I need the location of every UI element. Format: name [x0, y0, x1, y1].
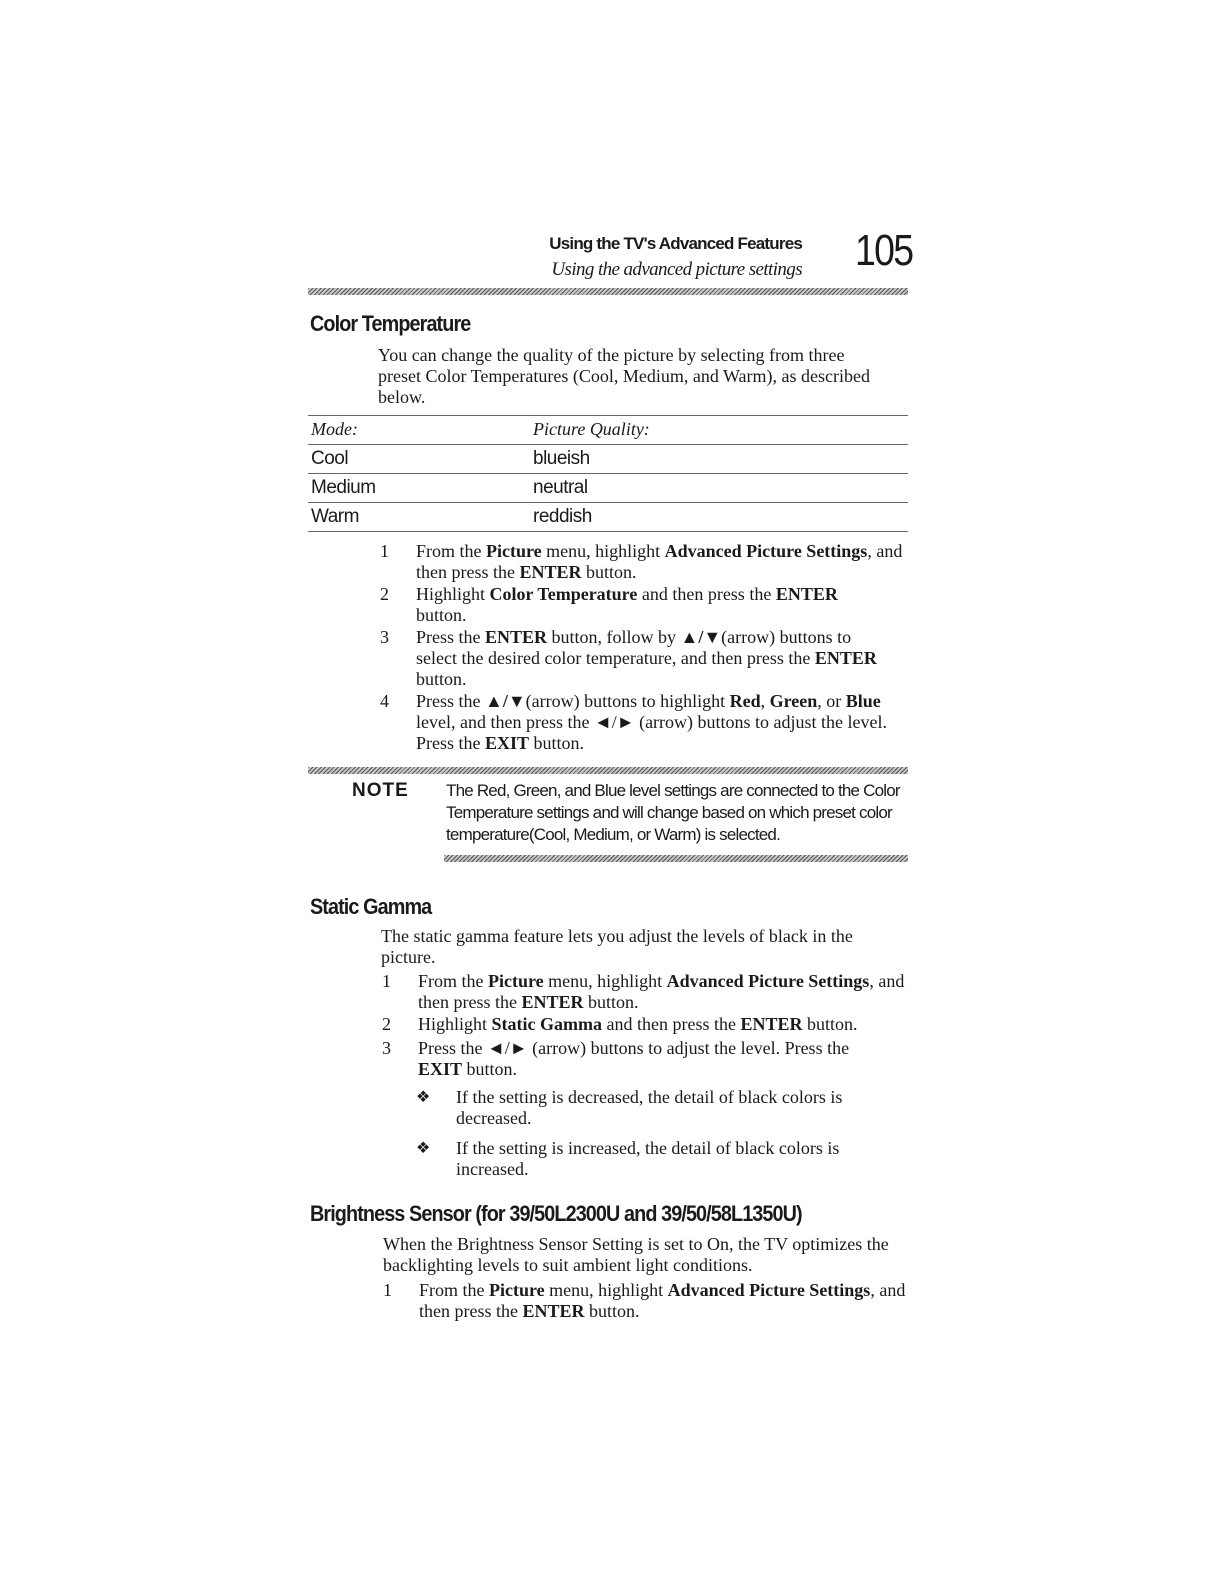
quality-cell: blueish [533, 448, 590, 469]
brightness-sensor-heading: Brightness Sensor (for 39/50L2300U and 39/50/58L1350U) [310, 1201, 802, 1226]
mode-cell: Cool [311, 448, 349, 469]
step-number: 1 [383, 1280, 392, 1300]
table-row [308, 474, 908, 503]
step-number: 3 [380, 627, 389, 647]
color-temperature-heading: Color Temperature [310, 311, 471, 336]
quality-cell: reddish [533, 506, 592, 527]
color-temperature-intro: You can change the quality of the picture by selecting from three preset Color Temperatures (Cool, Medium, and Warm), as described below. [378, 345, 870, 407]
step-number: 2 [382, 1014, 391, 1034]
step-text: From the Picture menu, highlight Advanced Picture Settings, and then press the ENTER button. [416, 541, 903, 582]
static-gamma-intro: The static gamma feature lets you adjust the levels of black in the picture. [381, 926, 853, 967]
bullet-text: If the setting is decreased, the detail of black colors is decreased. [456, 1087, 843, 1128]
step-text: Highlight Static Gamma and then press the ENTER button. [418, 1014, 858, 1034]
quality-cell: neutral [533, 477, 588, 498]
step-text: From the Picture menu, highlight Advanced Picture Settings, and then press the ENTER button. [418, 971, 905, 1012]
step-number: 1 [380, 541, 389, 561]
color-temperature-table [308, 415, 908, 532]
section-subtitle: Using the advanced picture settings [551, 259, 802, 280]
brightness-sensor-intro: When the Brightness Sensor Setting is set to On, the TV optimizes the backlighting levels to suit ambient light conditions. [383, 1234, 889, 1275]
step-text: From the Picture menu, highlight Advanced Picture Settings, and then press the ENTER button. [419, 1280, 906, 1321]
step-number: 3 [382, 1038, 391, 1058]
page-number: 105 [855, 226, 913, 275]
header-divider [308, 288, 908, 295]
table-row [308, 445, 908, 474]
step-text: Highlight Color Temperature and then press the ENTER button. [416, 584, 838, 625]
column-header-mode: Mode: [311, 419, 358, 439]
note-label: NOTE [352, 780, 409, 801]
table-header-row [308, 415, 908, 445]
mode-cell: Warm [311, 506, 359, 527]
step-number: 2 [380, 584, 389, 604]
diamond-bullet-icon: ❖ [416, 1089, 431, 1106]
note-bottom-divider [444, 855, 908, 862]
column-header-quality: Picture Quality: [533, 419, 650, 439]
diamond-bullet-icon: ❖ [416, 1140, 431, 1157]
table-row [308, 503, 908, 532]
static-gamma-heading: Static Gamma [310, 894, 432, 919]
step-text: Press the ◄/► (arrow) buttons to adjust the level. Press the EXIT button. [418, 1038, 850, 1079]
step-text: Press the ENTER button, follow by ▲/▼(arrow) buttons to select the desired color temperature, and then press the ENTER button. [416, 627, 877, 689]
note-text: The Red, Green, and Blue level settings are connected to the Color Temperature settings and will change based on which preset color temperature(Cool, Medium, or Warm) is selected. [446, 781, 900, 844]
note-top-divider [308, 767, 908, 774]
mode-cell: Medium [311, 477, 376, 498]
bullet-text: If the setting is increased, the detail of black colors is increased. [456, 1138, 840, 1179]
step-text: Press the ▲/▼(arrow) buttons to highlight Red, Green, or Blue level, and then press the ◄/► (arrow) buttons to adjust the level. Press the EXIT button. [416, 691, 888, 753]
step-number: 4 [380, 691, 389, 711]
step-number: 1 [382, 971, 391, 991]
chapter-title: Using the TV's Advanced Features [549, 234, 802, 253]
